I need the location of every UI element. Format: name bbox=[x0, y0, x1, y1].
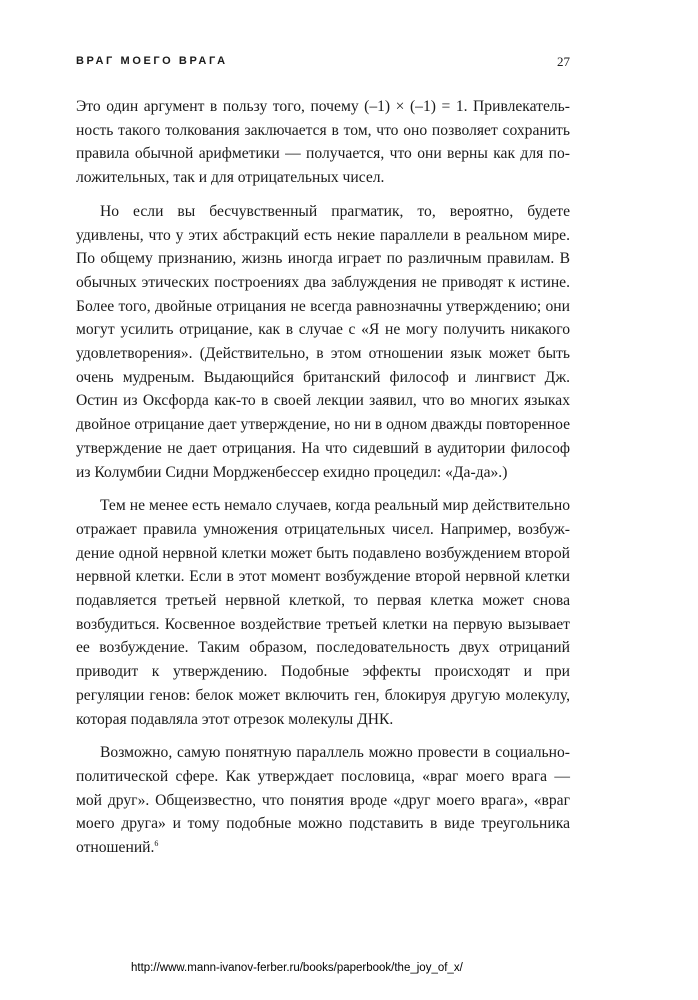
paragraph: Это один аргумент в пользу того, почему (–1) × (–1) = 1. Привлекательность такого толкования заключается в том, что оно позволяет сохранить правила обычной арифметики — получается, что они верны как для положительных, так и для отрицательных чисел. bbox=[76, 98, 570, 187]
running-head: ВРАГ МОЕГО ВРАГА bbox=[76, 55, 228, 67]
paragraph bbox=[76, 741, 570, 860]
body-text bbox=[76, 95, 570, 860]
footnote-reference: 6 bbox=[154, 839, 159, 849]
paragraph: Но если вы бесчувственный прагматик, то, вероятно, будете удивлены, что у этих абстракций есть некие параллели в реальном мире. По общему признанию, жизнь иногда играет по различным правилам. В обычных этических построениях два заблуждения не приводят к истине. Более того, двойные отрицания не всегда равнозначны утверждению; они могут усилить отрицание, как в случае с «Я не могу получить никакого удовлетворения». (Действительно, в этом отношении язык может быть очень мудреным. Выдающийся британский философ и лингвист Дж. Остин из Оксфорда как-то в своей лекции заявил, что во многих языках двойное отрицание дает утверждение, но ни в одном дважды повторенное утверждение не дает отрицания. На что сидевший в аудитории философ из Колумбии Сидни Мордженбессер ехидно процедил: «Да-да».) bbox=[76, 202, 570, 481]
source-url: http://www.mann-ivanov-ferber.ru/books/paperbook/the_joy_of_x/ bbox=[131, 962, 463, 974]
paragraph: Тем не менее есть немало случаев, когда реальный мир действительно отражает правила умножения отрицательных чисел. Например, возбуждение одной нервной клетки может быть подавлено возбуждением второй нервной клетки. Если в этот момент возбуждение второй нервной клетки подавляется третьей нервной клеткой, то первая клетка может снова возбудиться. Косвенное воздействие третьей клетки на первую вызывает ее возбуждение. Таким образом, последовательность двух отрицаний приводит к утверждению. Подобные эффекты происходят и при регуляции генов: белок может включить ген, блокируя другую молекулу, которая подавляла этот отрезок молекулы ДНК. bbox=[76, 497, 570, 728]
paragraph-text: Возможно, самую понятную параллель можно провести в социально-политической сфере. Как утверждает пословица, «враг моего врага — мой друг». Общеизвестно, что понятия вроде «друг моего врага», «враг моего друга» и тому подобные можно подставить в виде треугольника отношений. bbox=[76, 744, 570, 857]
page-number: 27 bbox=[557, 54, 570, 69]
